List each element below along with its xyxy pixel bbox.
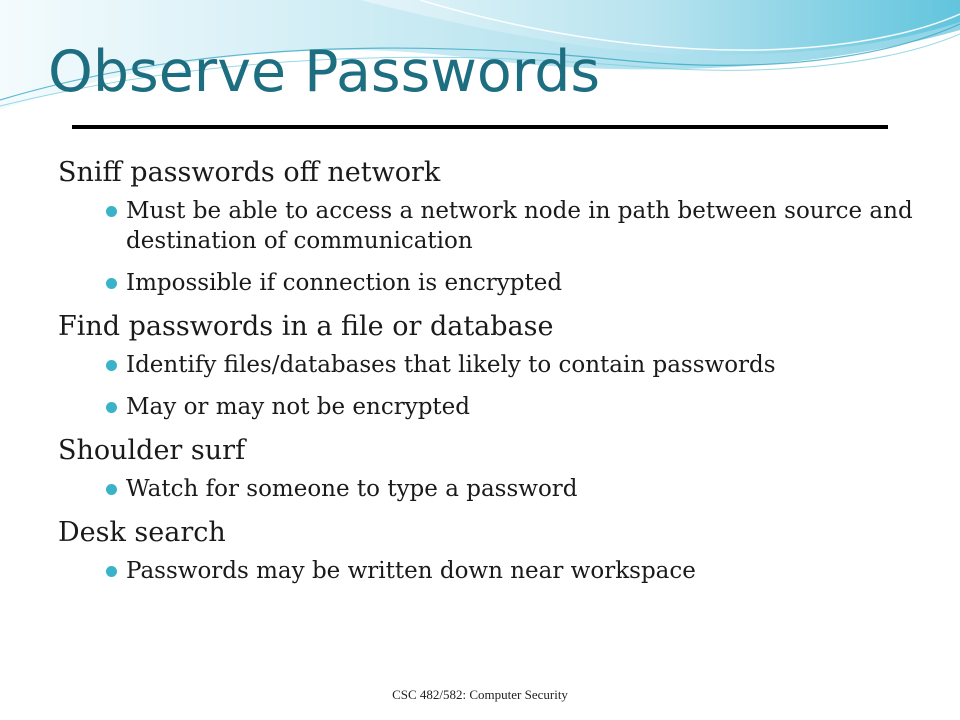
bullet-text: Watch for someone to type a password	[126, 476, 578, 502]
slide-content	[58, 156, 918, 598]
section-heading: Sniff passwords off network	[58, 157, 441, 188]
bullet-list	[58, 196, 918, 298]
bullet-text: May or may not be encrypted	[126, 394, 471, 420]
bullet-text: Impossible if connection is encrypted	[126, 270, 563, 296]
section-heading: Desk search	[58, 517, 226, 548]
slide-footer: CSC 482/582: Computer Security	[392, 687, 568, 702]
section-shoulder-surf	[58, 434, 918, 504]
bullet-item	[58, 556, 918, 586]
bullet-item	[58, 196, 918, 256]
section-find-passwords	[58, 310, 918, 422]
bullet-item	[58, 350, 918, 380]
bullet-text: Passwords may be written down near workspace	[126, 558, 696, 584]
section-desk-search	[58, 516, 918, 586]
bullet-list	[58, 474, 918, 504]
bullet-text: Identify files/databases that likely to contain passwords	[126, 352, 776, 378]
bullet-dot-icon	[106, 566, 117, 577]
bullet-item	[58, 474, 918, 504]
bullet-list	[58, 556, 918, 586]
section-heading: Shoulder surf	[58, 435, 246, 466]
bullet-text: Must be able to access a network node in path between source and destination of communication	[126, 198, 913, 254]
bullet-item	[58, 392, 918, 422]
bullet-dot-icon	[106, 484, 117, 495]
slide-title: Observe Passwords	[48, 39, 601, 105]
bullet-dot-icon	[106, 360, 117, 371]
bullet-item	[58, 268, 918, 298]
bullet-dot-icon	[106, 278, 117, 289]
title-underline	[72, 125, 888, 129]
bullet-dot-icon	[106, 206, 117, 217]
section-heading: Find passwords in a file or database	[58, 311, 554, 342]
section-sniff-passwords	[58, 156, 918, 298]
bullet-dot-icon	[106, 402, 117, 413]
bullet-list	[58, 350, 918, 422]
